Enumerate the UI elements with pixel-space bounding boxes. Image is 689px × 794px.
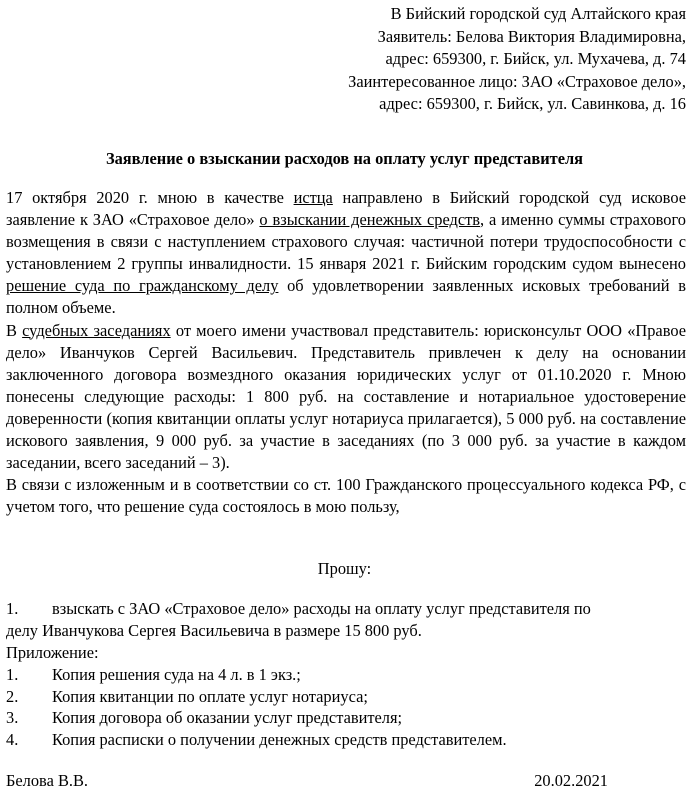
request-text-line2: делу Иванчукова Сергея Васильевича в размере 15 800 руб. bbox=[6, 621, 422, 640]
attachment-number: 1. bbox=[6, 664, 19, 684]
document-title: Заявление о взыскании расходов на оплату услуг представителя bbox=[105, 149, 584, 168]
attachment-item bbox=[6, 686, 686, 708]
text-span: , а именно суммы страхового возмещения в связи с наступлением страхового случая: частичной потери трудоспособности с установлением 2 группы инвалидности. 15 января 2021 г. Бийским городским судом вынесено bbox=[6, 210, 686, 274]
attachment-item bbox=[6, 707, 686, 729]
text-span: 17 октября 2020 г. мною в качестве bbox=[6, 188, 294, 207]
link-plaintiff[interactable]: истца bbox=[293, 188, 333, 207]
attachment-text: Копия расписки о получении денежных средств представителем. bbox=[52, 730, 507, 750]
attachment-number: 2. bbox=[6, 686, 19, 706]
request-number: 1. bbox=[6, 599, 19, 618]
attachments-label: Приложение: bbox=[6, 643, 99, 662]
interested-party-address: адрес: 659300, г. Бийск, ул. Савинкова, д. 16 bbox=[379, 94, 686, 113]
signature-block bbox=[6, 770, 608, 792]
link-court-sessions[interactable]: судебных заседаниях bbox=[22, 320, 171, 340]
link-recovery-of-funds[interactable]: о взыскании денежных средств bbox=[259, 210, 481, 230]
attachment-text: Копия решения суда на 4 л. в 1 экз.; bbox=[52, 664, 301, 684]
applicant-address: адрес: 659300, г. Бийск, ул. Мухачева, д. 74 bbox=[385, 49, 686, 68]
attachment-number: 4. bbox=[6, 730, 19, 750]
text-span: В bbox=[6, 320, 23, 340]
request-list bbox=[6, 598, 686, 642]
applicant-name: Заявитель: Белова Виктория Владимировна, bbox=[377, 26, 686, 46]
text-span: от моего имени участвовал представитель: юрисконсульт ООО «Правое дело» Иванчуков Сергей Васильевич. Представитель привлечен к делу на основании заключенного договора возмездного оказания юридических услуг от 01.10.2020 г. Мною понесены следующие расходы: 1 800 руб. на составление и нотариальное удостоверение доверенности (копия квитанции оплаты услуг нотариуса прилагается), 5 000 руб. на составление искового заявления, 9 000 руб. за участие в заседаниях (по 3 000 руб. за участие в каждом заседании, всего заседаний – 3). bbox=[6, 320, 686, 473]
document-header bbox=[348, 3, 686, 116]
court-addressee: В Бийский городской суд Алтайского края bbox=[390, 4, 686, 23]
request-heading: Прошу: bbox=[317, 559, 372, 578]
link-court-decision[interactable]: решение суда по гражданскому делу bbox=[6, 276, 279, 296]
attachment-text: Копия договора об оказании услуг представителя; bbox=[52, 708, 403, 728]
document-body bbox=[6, 187, 686, 518]
attachment-item bbox=[6, 729, 686, 751]
paragraph-claim bbox=[6, 187, 686, 320]
text-span: направлено в Бийский городской суд исковое заявление к ЗАО «Страховое дело» bbox=[6, 188, 686, 230]
signatory-name: Белова В.В. bbox=[6, 771, 89, 790]
attachment-text: Копия квитанции по оплате услуг нотариуса; bbox=[52, 686, 368, 706]
request-text-line1: взыскать с ЗАО «Страховое дело» расходы на оплату услуг представителя по bbox=[52, 599, 591, 618]
attachment-number: 3. bbox=[6, 708, 19, 728]
paragraph-grounds: В связи с изложенным и в соответствии со ст. 100 Гражданского процессуального кодекса РФ, с учетом того, что решение суда состоялось в мою пользу, bbox=[6, 475, 686, 517]
attachments-section bbox=[6, 642, 686, 751]
interested-party: Заинтересованное лицо: ЗАО «Страховое дело», bbox=[348, 71, 686, 91]
signature-date: 20.02.2021 bbox=[534, 771, 608, 790]
paragraph-expenses bbox=[6, 320, 686, 475]
text-span: об удовлетворении заявленных исковых требований в полном объеме. bbox=[6, 276, 686, 318]
attachment-item bbox=[6, 664, 686, 686]
request-item bbox=[6, 598, 686, 620]
